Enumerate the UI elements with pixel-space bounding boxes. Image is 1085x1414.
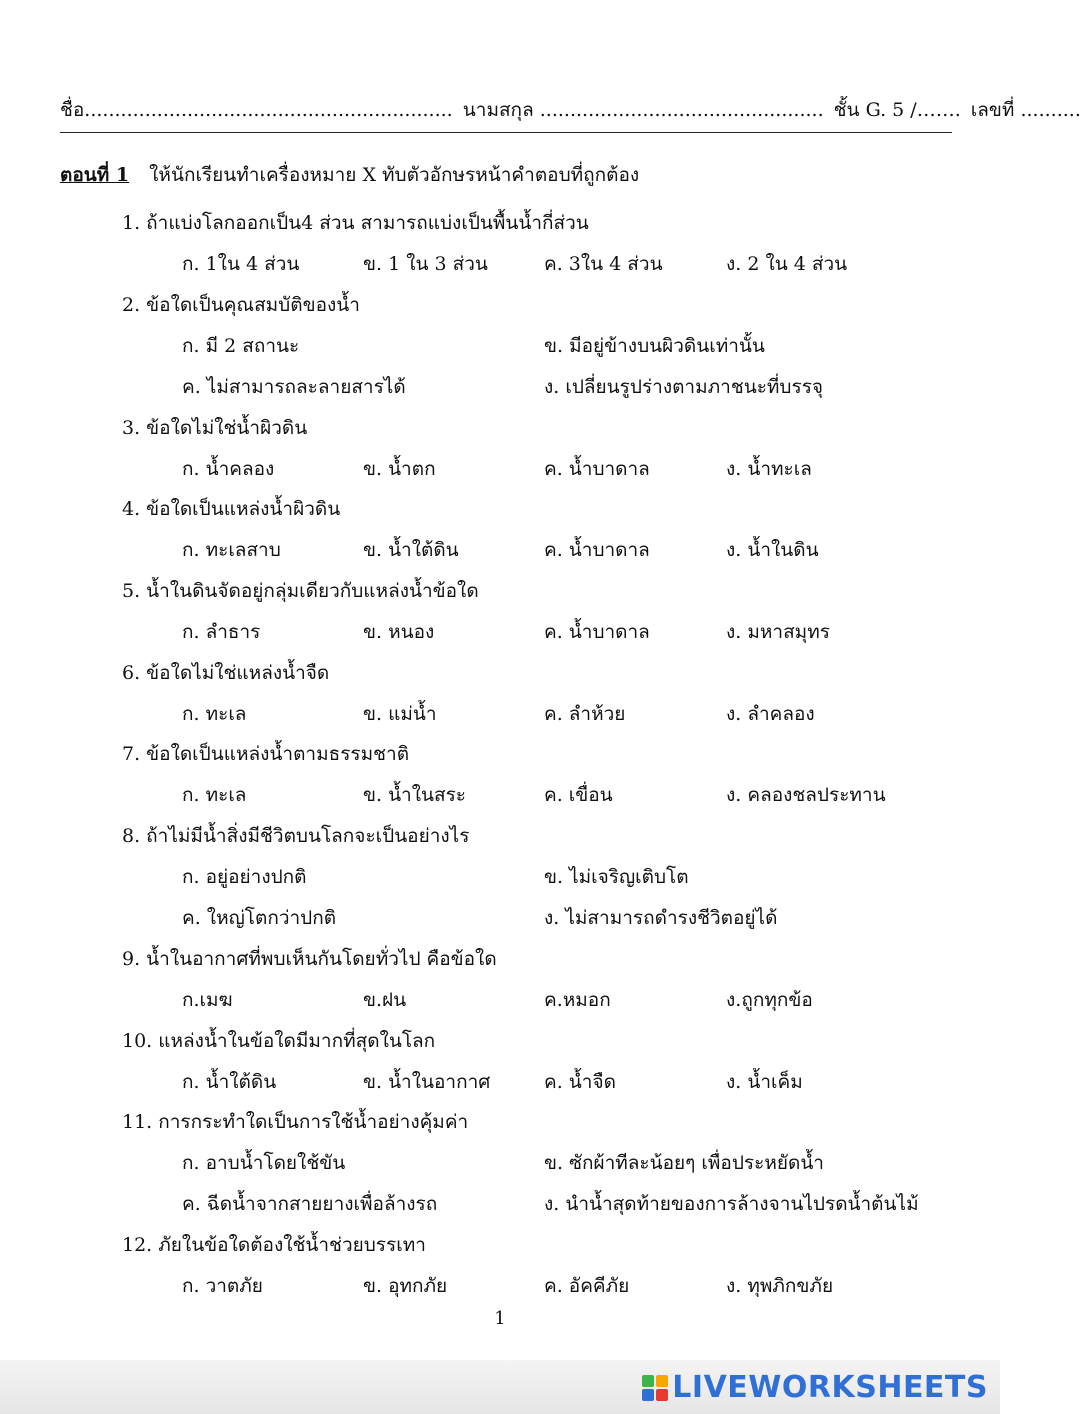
question-6: 6. ข้อใดไม่ใช่แหล่งน้ำจืด bbox=[122, 662, 330, 684]
surname-field[interactable]: นามสกุล ............................................... bbox=[462, 99, 824, 121]
question-9: 9. น้ำในอากาศที่พบเห็นกันโดยทั่วไป คือข้อใด bbox=[122, 948, 497, 970]
question-5-option-1[interactable]: ก. ลำธาร bbox=[182, 621, 261, 643]
section-label: ตอนที่ 1 bbox=[60, 164, 130, 186]
question-7-option-4[interactable]: ง. คลองชลประทาน bbox=[726, 784, 886, 806]
question-6-option-2[interactable]: ข. แม่น้ำ bbox=[363, 703, 437, 725]
question-3-option-2[interactable]: ข. น้ำตก bbox=[363, 458, 436, 480]
question-1-option-3[interactable]: ค. 3ใน 4 ส่วน bbox=[544, 253, 663, 275]
question-4-option-2[interactable]: ข. น้ำใต้ดิน bbox=[363, 539, 459, 561]
question-6-option-3[interactable]: ค. ลำห้วย bbox=[544, 703, 626, 725]
question-12-option-3[interactable]: ค. อัคคีภัย bbox=[544, 1275, 630, 1297]
question-1-option-1[interactable]: ก. 1ใน 4 ส่วน bbox=[182, 253, 300, 275]
question-2-option-1[interactable]: ก. มี 2 สถานะ bbox=[182, 335, 300, 357]
question-10-option-3[interactable]: ค. น้ำจืด bbox=[544, 1071, 616, 1093]
question-1-option-4[interactable]: ง. 2 ใน 4 ส่วน bbox=[726, 253, 848, 275]
question-12-option-4[interactable]: ง. ทุพภิกขภัย bbox=[726, 1275, 834, 1297]
question-3-option-1[interactable]: ก. น้ำคลอง bbox=[182, 458, 275, 480]
grade-field[interactable]: ชั้น G. 5 /……. bbox=[833, 99, 961, 121]
question-9-option-4[interactable]: ง.ถูกทุกข้อ bbox=[726, 989, 813, 1011]
question-7-option-2[interactable]: ข. น้ำในสระ bbox=[363, 784, 466, 806]
question-11-option-2[interactable]: ข. ซักผ้าทีละน้อยๆ เพื่อประหยัดน้ำ bbox=[544, 1152, 824, 1174]
student-number-field[interactable]: เลขที่ .......... bbox=[970, 99, 1081, 121]
question-8-option-4[interactable]: ง. ไม่สามารถดำรงชีวิตอยู่ได้ bbox=[544, 907, 778, 929]
question-8-option-1[interactable]: ก. อยู่อย่างปกติ bbox=[182, 866, 307, 888]
question-8: 8. ถ้าไม่มีน้ำสิ่งมีชีวิตบนโลกจะเป็นอย่างไร bbox=[122, 825, 470, 847]
brand-text: LIVEWORKSHEETS bbox=[672, 1370, 988, 1405]
question-1: 1. ถ้าแบ่งโลกออกเป็น4 ส่วน สามารถแบ่งเป็นพื้นน้ำกี่ส่วน bbox=[122, 212, 589, 234]
question-6-option-1[interactable]: ก. ทะเล bbox=[182, 703, 247, 725]
question-2-option-3[interactable]: ค. ไม่สามารถละลายสารได้ bbox=[182, 376, 406, 398]
question-5-option-2[interactable]: ข. หนอง bbox=[363, 621, 435, 643]
question-8-option-2[interactable]: ข. ไม่เจริญเติบโต bbox=[544, 866, 689, 888]
question-11-option-3[interactable]: ค. ฉีดน้ำจากสายยางเพื่อล้างรถ bbox=[182, 1193, 438, 1215]
question-3: 3. ข้อใดไม่ใช่น้ำผิวดิน bbox=[122, 417, 308, 439]
logo-square-4 bbox=[656, 1389, 668, 1401]
question-7-option-3[interactable]: ค. เขื่อน bbox=[544, 784, 613, 806]
header-divider bbox=[60, 132, 952, 133]
question-10-option-1[interactable]: ก. น้ำใต้ดิน bbox=[182, 1071, 277, 1093]
logo-square-2 bbox=[656, 1375, 668, 1387]
question-4: 4. ข้อใดเป็นแหล่งน้ำผิวดิน bbox=[122, 498, 341, 520]
question-5-option-4[interactable]: ง. มหาสมุทร bbox=[726, 621, 830, 643]
liveworksheets-brand[interactable] bbox=[642, 1370, 988, 1405]
question-4-option-4[interactable]: ง. น้ำในดิน bbox=[726, 539, 819, 561]
instruction-text: ให้นักเรียนทำเครื่องหมาย X ทับตัวอักษรหน้าคำตอบที่ถูกต้อง bbox=[149, 164, 640, 186]
question-3-option-3[interactable]: ค. น้ำบาดาล bbox=[544, 458, 650, 480]
question-10: 10. แหล่งน้ำในข้อใดมีมากที่สุดในโลก bbox=[122, 1030, 436, 1052]
name-field[interactable]: ชื่อ............................................................. bbox=[60, 99, 453, 121]
question-2: 2. ข้อใดเป็นคุณสมบัติของน้ำ bbox=[122, 294, 360, 316]
question-12-option-1[interactable]: ก. วาตภัย bbox=[182, 1275, 263, 1297]
logo-square-3 bbox=[642, 1389, 654, 1401]
question-10-option-4[interactable]: ง. น้ำเค็ม bbox=[726, 1071, 803, 1093]
question-5: 5. น้ำในดินจัดอยู่กลุ่มเดียวกับแหล่งน้ำข้อใด bbox=[122, 580, 479, 602]
question-4-option-3[interactable]: ค. น้ำบาดาล bbox=[544, 539, 650, 561]
question-11: 11. การกระทำใดเป็นการใช้น้ำอย่างคุ้มค่า bbox=[122, 1111, 469, 1133]
question-11-option-1[interactable]: ก. อาบน้ำโดยใช้ขัน bbox=[182, 1152, 346, 1174]
logo-square-1 bbox=[642, 1375, 654, 1387]
question-6-option-4[interactable]: ง. ลำคลอง bbox=[726, 703, 815, 725]
question-7-option-1[interactable]: ก. ทะเล bbox=[182, 784, 247, 806]
question-10-option-2[interactable]: ข. น้ำในอากาศ bbox=[363, 1071, 491, 1093]
question-11-option-4[interactable]: ง. นำน้ำสุดท้ายของการล้างจานไปรดน้ำต้นไม้ bbox=[544, 1193, 919, 1215]
question-9-option-3[interactable]: ค.หมอก bbox=[544, 989, 611, 1011]
page-number: 1 bbox=[494, 1308, 506, 1329]
student-info-line bbox=[60, 95, 1081, 125]
question-7: 7. ข้อใดเป็นแหล่งน้ำตามธรรมชาติ bbox=[122, 743, 410, 765]
question-2-option-2[interactable]: ข. มีอยู่ข้างบนผิวดินเท่านั้น bbox=[544, 335, 765, 357]
question-9-option-2[interactable]: ข.ฝน bbox=[363, 989, 407, 1011]
question-8-option-3[interactable]: ค. ใหญ่โตกว่าปกติ bbox=[182, 907, 337, 929]
question-12-option-2[interactable]: ข. อุทกภัย bbox=[363, 1275, 448, 1297]
question-2-option-4[interactable]: ง. เปลี่ยนรูปร่างตามภาชนะที่บรรจุ bbox=[544, 376, 824, 398]
question-3-option-4[interactable]: ง. น้ำทะเล bbox=[726, 458, 812, 480]
question-9-option-1[interactable]: ก.เมฆ bbox=[182, 989, 233, 1011]
section-instruction bbox=[60, 160, 639, 190]
question-1-option-2[interactable]: ข. 1 ใน 3 ส่วน bbox=[363, 253, 488, 275]
question-5-option-3[interactable]: ค. น้ำบาดาล bbox=[544, 621, 650, 643]
question-12: 12. ภัยในข้อใดต้องใช้น้ำช่วยบรรเทา bbox=[122, 1234, 426, 1256]
liveworksheets-logo-icon bbox=[642, 1375, 668, 1401]
question-4-option-1[interactable]: ก. ทะเลสาบ bbox=[182, 539, 281, 561]
